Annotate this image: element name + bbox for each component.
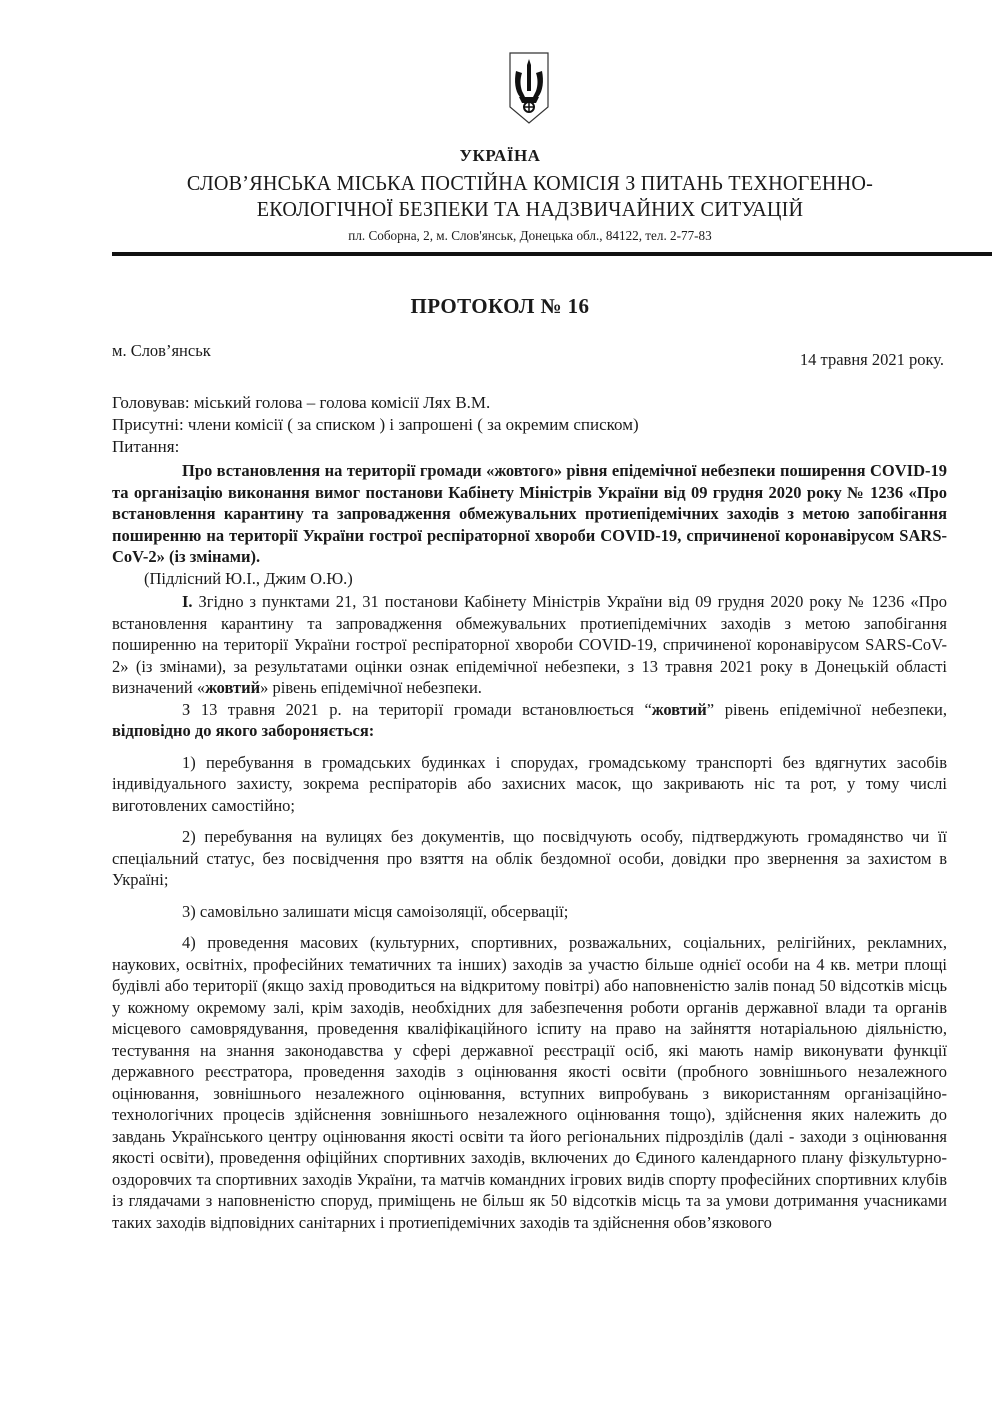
paragraph-text: » рівень епідемічної небезпеки.	[260, 678, 482, 697]
section-numeral: І.	[182, 592, 193, 611]
organization-line-2: ЕКОЛОГІЧНОЇ БЕЗПЕКИ ТА НАДЗВИЧАЙНИХ СИТУАЦІЙ	[256, 197, 804, 221]
prohibition-item: 2) перебування на вулицях без документів, що посвідчують особу, підтверджують громадянство чи її спеціальний статус, без посвідчення про взяття на облік бездомної особи, довідки про звернення за захистом в Україні;	[112, 827, 947, 889]
paragraph-text: З 13 травня 2021 р. на території громади встановлюється “	[182, 699, 652, 719]
prohibition-item: 3) самовільно залишати місця самоізоляції, обсервації;	[182, 901, 569, 921]
paragraph-text: Згідно з пунктами 21, 31 постанови Кабінету Міністрів України від 09 грудня 2020 року № 1236 «Про встановлення карантину та запровадження обмежувальних протиепідемічних заходів з метою запобігання поширенню на території України гострої респіраторної хвороби COVID-19, спричиненої коронавірусом SARS-CoV-2» (із змінами), за результатами оцінки ознак епідемічної небезпеки, з 13 травня 2021 року в Донецькій області визначений «	[112, 592, 947, 697]
document-date: 14 травня 2021 року.	[799, 350, 944, 369]
prohibition-item: 1) перебування в громадських будинках і спорудах, громадському транспорті без вдягнутих засобів індивідуального захисту, зокрема респіраторів або захисних масок, що закривають ніс та рот, у тому числі виготовлених самостійно;	[112, 752, 947, 815]
meeting-meta	[112, 392, 639, 458]
agenda-subject: Про встановлення на території громади «жовтого» рівня епідемічної небезпеки поширення COVID-19 та організацію виконання вимог постанови Кабінету Міністрів України від 09 грудня 2020 року № 1236 «Про встановлення карантину та запровадження обмежувальних протиепідемічних заходів з метою запобігання поширенню на території України гострої респіраторної хвороби COVID-19, спричиненої коронавірусом SARS-CoV-2» (із змінами).	[112, 461, 947, 566]
agenda-label: Питання:	[112, 437, 180, 456]
country-name: УКРАЇНА	[459, 146, 541, 165]
header-divider	[112, 252, 992, 256]
ukraine-coat-of-arms-icon	[508, 51, 550, 125]
organization-name	[117, 170, 943, 222]
chaired-by: Головував: міський голова – голова комісії Лях В.М.	[112, 393, 491, 412]
section-1-paragraph-2	[112, 699, 947, 742]
document-title: ПРОТОКОЛ № 16	[410, 294, 590, 318]
prohibition-heading: відповідно до якого забороняється:	[112, 721, 375, 740]
prohibition-item: 4) проведення масових (культурних, спортивних, розважальних, соціальних, релігійних, рекламних, наукових, освітніх, професійних тематичних та інших) заходів за участю більше однієї особи на 4 кв. метри площі будівлі або території (якщо захід проводиться на відкритому повітрі) або наповненістю залів понад 50 відсотків місць у кожному окремому залі, крім заходів, необхідних для забезпечення роботи органів державної влади та органів місцевого самоврядування, проведення кваліфікаційного іспиту на право на зайняття нотаріальною діяльністю, тестування на знання законодавства у сфері державної реєстрації осіб, які мають намір виконувати функції державного реєстратора, проведення заходів з оцінювання якості освіти (пробного зовнішнього незалежного оцінювання, зовнішнього незалежного оцінювання, вступних випробувань з використанням організаційно-технологічних процесів здійснення зовнішнього незалежного оцінювання тощо), здійснення яких належить до завдань Українського центру оцінювання якості освіти та його регіональних підрозділів (далі - заходи з оцінювання якості освіти), проведення офіційних спортивних заходів, включених до Єдиного календарного плану фізкультурно-оздоровчих та спортивних заходів України, та матчів командних ігрових видів спорту професійних спортивних клубів із глядачами з наповненістю споруд, приміщень не більш як 50 відсотків місць та за умови дотримання учасниками таких заходів відповідних санітарних і протиепідемічних заходів та здійснення обов’язкового	[112, 933, 947, 1232]
level-emphasis: жовтий	[651, 699, 707, 719]
organization-line-1: СЛОВ’ЯНСЬКА МІСЬКА ПОСТІЙНА КОМІСІЯ З ПИТАНЬ ТЕХНОГЕННО-	[186, 171, 874, 195]
document-body	[112, 460, 947, 1233]
level-emphasis: жовтий	[205, 678, 261, 697]
section-1-paragraph-1	[112, 591, 947, 699]
document-city: м. Слов’янськ	[112, 341, 211, 360]
organization-address: пл. Соборна, 2, м. Слов'янськ, Донецька обл., 84122, тел. 2-77-83	[348, 229, 712, 244]
present-members: Присутні: члени комісії ( за списком ) і запрошені ( за окремим списком)	[112, 415, 639, 434]
agenda-speakers: (Підлісний Ю.І., Джим О.Ю.)	[144, 568, 353, 588]
paragraph-text: ” рівень епідемічної небезпеки,	[706, 699, 947, 719]
